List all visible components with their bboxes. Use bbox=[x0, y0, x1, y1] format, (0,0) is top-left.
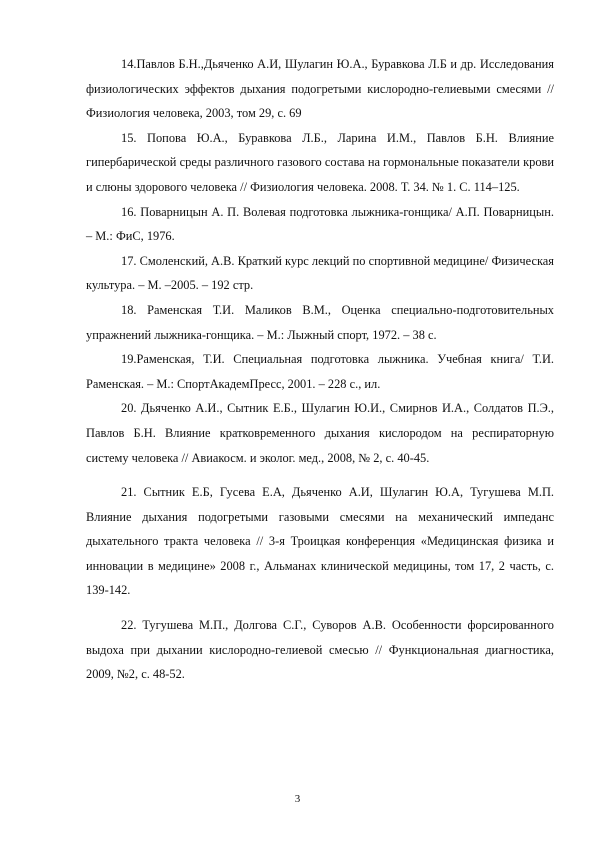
reference-item-16: 16. Поварницын А. П. Волевая подготовка лыжника-гонщика/ А.П. Поварницын. – М.: ФиС, 1976. bbox=[86, 204, 554, 244]
reference-list bbox=[86, 52, 554, 687]
reference-item-22: 22. Тугушева М.П., Долгова С.Г., Суворов А.В. Особенности форсированного выдоха при дыхании кислородно-гелиевой смесью // Функциональная диагностика, 2009, №2, с. 48-52. bbox=[86, 618, 554, 682]
reference-item-14: 14.Павлов Б.Н.,Дьяченко А.И, Шулагин Ю.А., Буравкова Л.Б и др. Исследования физиологических эффектов дыхания подогретыми кислородно-гелиевыми смесями // Физиология человека, 2003, том 29, с. 69 bbox=[86, 57, 554, 121]
reference-item-19: 19.Раменская, Т.И. Специальная подготовка лыжника. Учебная книга/ Т.И. Раменская. – М.: СпортАкадемПресс, 2001. – 228 с., ил. bbox=[86, 352, 554, 391]
reference-item-18: 18. Раменская Т.И. Маликов В.М., Оценка специально-подготовительных упражнений лыжника-гонщика. – М.: Лыжный спорт, 1972. – 38 с. bbox=[86, 302, 554, 342]
reference-item-21: 21. Сытник Е.Б, Гусева Е.А, Дьяченко А.И, Шулагин Ю.А, Тугушева М.П. Влияние дыхания подогретыми газовыми смесями на механический импеданс дыхательного тракта человека // 3-я Троицкая конференция «Медицинская физика и инновации в медицине» 2008 г., Альманах клинической медицины, том 17, 2 часть, с. 139-142. bbox=[86, 485, 554, 598]
page-number: 3 bbox=[294, 793, 301, 805]
reference-item-20: 20. Дьяченко А.И., Сытник Е.Б., Шулагин Ю.И., Смирнов И.А., Солдатов П.Э., Павлов Б.Н. Влияние кратковременного дыхания кислородом на респираторную систему человека // Авиакосм. и эколог. мед., 2008, № 2, с. 40-45. bbox=[86, 401, 554, 465]
reference-item-17: 17. Смоленский, А.В. Краткий курс лекций по спортивной медицине/ Физическая культура. – М. –2005. – 192 стр. bbox=[86, 253, 554, 293]
reference-item-15: 15. Попова Ю.А., Буравкова Л.Б., Ларина И.М., Павлов Б.Н. Влияние гипербарической среды различного газового состава на гормональные показатели крови и слюны здорового человека // Физиология человека. 2008. Т. 34. № 1. С. 114–125. bbox=[86, 130, 554, 194]
